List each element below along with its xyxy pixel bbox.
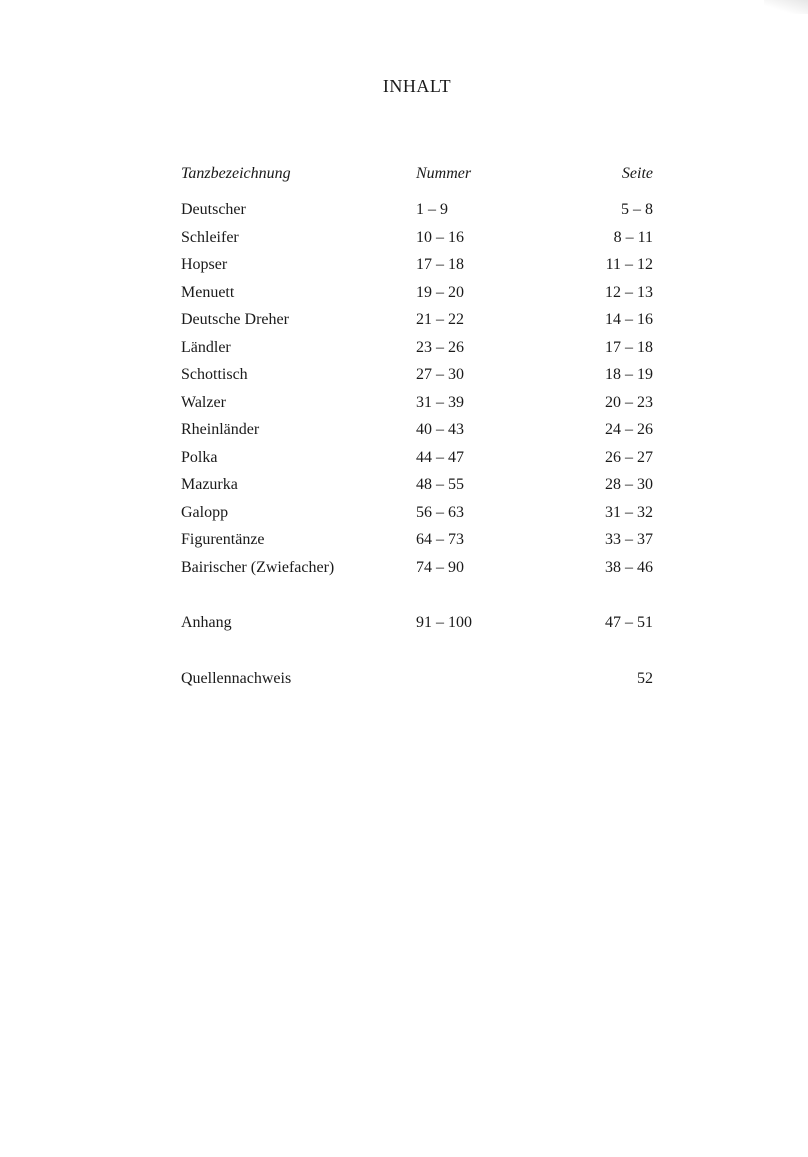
entry-name: Schottisch: [181, 366, 248, 383]
entry-number: 10 – 16: [416, 228, 464, 246]
appendix-page: 47 – 51: [605, 614, 653, 631]
entry-number: 74 – 90: [416, 558, 464, 576]
entry-name: Deutsche Dreher: [181, 311, 289, 328]
entry-number: 23 – 26: [416, 338, 464, 356]
toc-row: [181, 196, 653, 224]
toc-row: [181, 224, 653, 252]
toc-row: [181, 279, 653, 307]
toc-row-appendix: [181, 609, 653, 637]
toc-row: [181, 306, 653, 334]
header-page: Seite: [621, 165, 653, 182]
entry-name: Galopp: [181, 503, 229, 521]
entry-name: Bairischer (Zwiefacher): [181, 558, 335, 576]
entry-number: 64 – 73: [416, 531, 464, 548]
toc-header-row: [181, 160, 653, 187]
toc-row: [181, 554, 653, 582]
entry-number: 44 – 47: [416, 448, 464, 466]
page-title: INHALT: [382, 76, 452, 96]
appendix-number: 91 – 100: [416, 614, 472, 631]
toc-row: [181, 389, 653, 417]
entry-name: Hopser: [181, 256, 228, 273]
entry-page: 28 – 30: [605, 476, 653, 493]
entry-page: 26 – 27: [605, 448, 653, 466]
entry-name: Figurentänze: [181, 531, 265, 548]
entry-name: Ländler: [181, 338, 231, 356]
toc-row: [181, 334, 653, 362]
entry-number: 19 – 20: [416, 283, 464, 301]
entry-number: 48 – 55: [416, 476, 464, 493]
entry-name: Polka: [181, 448, 218, 466]
entry-name: Schleifer: [181, 228, 239, 246]
entry-page: 38 – 46: [605, 558, 653, 576]
entry-page: 31 – 32: [605, 503, 653, 521]
sources-page: 52: [637, 669, 653, 687]
table-of-contents: [181, 160, 653, 692]
header-dance-name: Tanzbezeichnung: [181, 165, 291, 182]
entry-page: 8 – 11: [613, 228, 653, 246]
toc-row: [181, 499, 653, 527]
toc-row: [181, 471, 653, 499]
page-corner-shadow: [764, 0, 808, 14]
entry-page: 5 – 8: [621, 201, 653, 218]
entry-page: 24 – 26: [605, 421, 653, 438]
entry-name: Menuett: [181, 283, 235, 301]
entry-number: 31 – 39: [416, 393, 464, 411]
entry-page: 11 – 12: [605, 256, 653, 273]
toc-row-sources: [181, 665, 653, 693]
toc-row: [181, 444, 653, 472]
sources-name: Quellennachweis: [181, 669, 292, 687]
appendix-name: Anhang: [181, 614, 232, 631]
spacer: [181, 637, 653, 665]
toc-row: [181, 526, 653, 554]
toc-row: [181, 251, 653, 279]
entry-number: 1 – 9: [416, 201, 448, 218]
entry-name: Mazurka: [181, 476, 238, 493]
entry-name: Walzer: [181, 393, 226, 411]
toc-row: [181, 416, 653, 444]
entry-name: Deutscher: [181, 201, 246, 218]
entry-number: 27 – 30: [416, 366, 464, 383]
entry-page: 18 – 19: [605, 366, 653, 383]
entry-number: 56 – 63: [416, 503, 464, 521]
entry-page: 12 – 13: [605, 283, 653, 301]
toc-row: [181, 361, 653, 389]
spacer: [181, 581, 653, 609]
header-number: Nummer: [416, 165, 472, 182]
entry-page: 14 – 16: [605, 311, 653, 328]
entry-number: 21 – 22: [416, 311, 464, 328]
entry-number: 17 – 18: [416, 256, 464, 273]
entry-page: 17 – 18: [605, 338, 653, 356]
entry-page: 20 – 23: [605, 393, 653, 411]
entry-page: 33 – 37: [605, 531, 653, 548]
entry-number: 40 – 43: [416, 421, 464, 438]
entry-name: Rheinländer: [181, 421, 260, 438]
